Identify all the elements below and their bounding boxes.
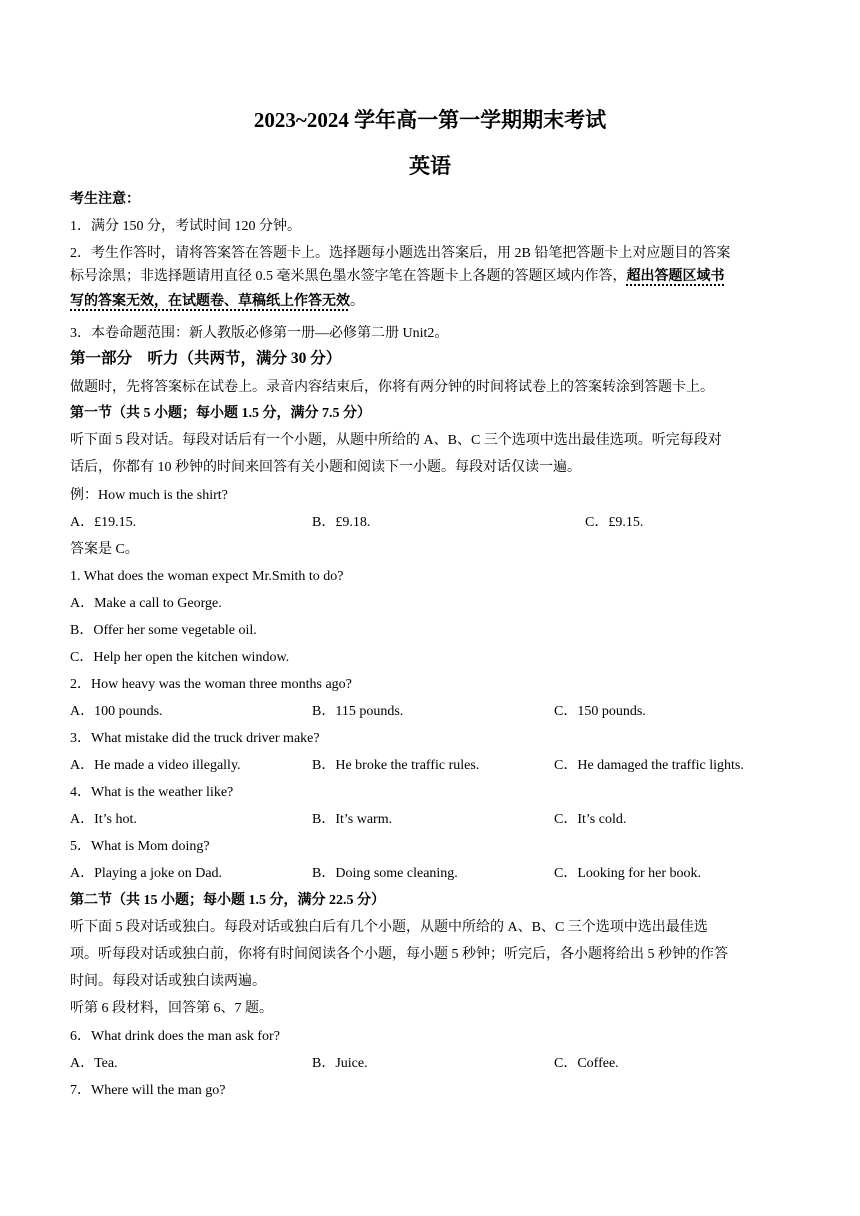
question-5-stem: 5．What is Mom doing? <box>70 839 210 854</box>
question-4-option-a: A．It’s hot. <box>70 812 137 827</box>
notice-item-2-end: 。 <box>350 294 364 309</box>
section-2-instruction-1: 听下面 5 段对话或独白。每段对话或独白后有几个小题，从题中所给的 A、B、C 三个选项中选出最佳选 <box>70 920 708 935</box>
notice-item-2-line-2 <box>70 268 790 286</box>
notice-item-2-line-3 <box>70 293 790 311</box>
question-3-option-b: B．He broke the traffic rules. <box>312 758 480 773</box>
question-6-stem: 6．What drink does the man ask for? <box>70 1029 280 1044</box>
question-7-stem: 7．Where will the man go? <box>70 1083 226 1098</box>
notice-item-2-emphasis-cont: 写的答案无效，在试题卷、草稿纸上作答无效 <box>70 294 350 309</box>
question-6-option-a: A．Tea. <box>70 1056 118 1071</box>
notice-item-2-plain: 标号涂黑；非选择题请用直径 0.5 毫米黑色墨水签字笔在答题卡上各题的答题区域内作答， <box>70 269 627 284</box>
example-option-a: A．£19.15. <box>70 515 137 530</box>
part-1-heading: 第一部分 听力（共两节，满分 30 分） <box>70 350 342 367</box>
section-1-heading: 第一节（共 5 小题；每小题 1.5 分，满分 7.5 分） <box>70 406 371 421</box>
question-6-option-c: C．Coffee. <box>554 1056 619 1071</box>
question-3-stem: 3．What mistake did the truck driver make? <box>70 731 320 746</box>
example-answer: 答案是 C。 <box>70 542 139 557</box>
question-1-stem: 1. What does the woman expect Mr.Smith to do? <box>70 569 344 584</box>
question-5-option-a: A．Playing a joke on Dad. <box>70 866 223 881</box>
question-5-option-c: C．Looking for her book. <box>554 866 701 881</box>
question-1-option-a: A．Make a call to George. <box>70 596 222 611</box>
question-3-option-c: C．He damaged the traffic lights. <box>554 758 744 773</box>
example-option-b: B．£9.18. <box>312 515 371 530</box>
example-question: 例：How much is the shirt? <box>70 488 228 503</box>
question-4-option-b: B．It’s warm. <box>312 812 393 827</box>
section-1-instruction-1: 听下面 5 段对话。每段对话后有一个小题，从题中所给的 A、B、C 三个选项中选出最佳选项。听完每段对 <box>70 433 722 448</box>
question-2-stem: 2．How heavy was the woman three months ago? <box>70 677 352 692</box>
question-5-option-b: B．Doing some cleaning. <box>312 866 458 881</box>
section-1-instruction-2: 话后，你都有 10 秒钟的时间来回答有关小题和阅读下一小题。每段对话仅读一遍。 <box>70 460 581 475</box>
question-2-option-c: C．150 pounds. <box>554 704 646 719</box>
exam-subject: 英语 <box>409 154 451 178</box>
part-1-instruction: 做题时，先将答案标在试卷上。录音内容结束后，你将有两分钟的时间将试卷上的答案转涂到答题卡上。 <box>70 380 714 395</box>
notice-item-2-line-1: 2．考生作答时，请将答案答在答题卡上。选择题每小题选出答案后，用 2B 铅笔把答题卡上对应题目的答案 <box>70 246 731 261</box>
question-2-option-a: A．100 pounds. <box>70 704 163 719</box>
section-2-instruction-2: 项。听每段对话或独白前，你将有时间阅读各个小题，每小题 5 秒钟；听完后，各小题将给出 5 秒钟的作答 <box>70 947 728 962</box>
example-option-c: C．£9.15. <box>585 515 644 530</box>
question-1-option-b: B．Offer her some vegetable oil. <box>70 623 257 638</box>
section-2-instruction-3: 时间。每段对话或独白读两遍。 <box>70 974 266 989</box>
question-4-stem: 4．What is the weather like? <box>70 785 234 800</box>
notice-item-1: 1．满分 150 分，考试时间 120 分钟。 <box>70 219 301 234</box>
material-6-intro: 听第 6 段材料，回答第 6、7 题。 <box>70 1001 273 1016</box>
question-1-option-c: C．Help her open the kitchen window. <box>70 650 290 665</box>
notice-item-3: 3．本卷命题范围：新人教版必修第一册—必修第二册 Unit2。 <box>70 326 449 341</box>
question-2-option-b: B．115 pounds. <box>312 704 404 719</box>
section-2-heading: 第二节（共 15 小题；每小题 1.5 分，满分 22.5 分） <box>70 893 385 908</box>
question-3-option-a: A．He made a video illegally. <box>70 758 241 773</box>
question-6-option-b: B．Juice. <box>312 1056 368 1071</box>
question-4-option-c: C．It’s cold. <box>554 812 627 827</box>
exam-title: 2023~2024 学年高一第一学期期末考试 <box>253 108 607 132</box>
notice-item-2-emphasis: 超出答题区域书 <box>626 269 725 284</box>
notice-heading: 考生注意： <box>70 192 140 207</box>
